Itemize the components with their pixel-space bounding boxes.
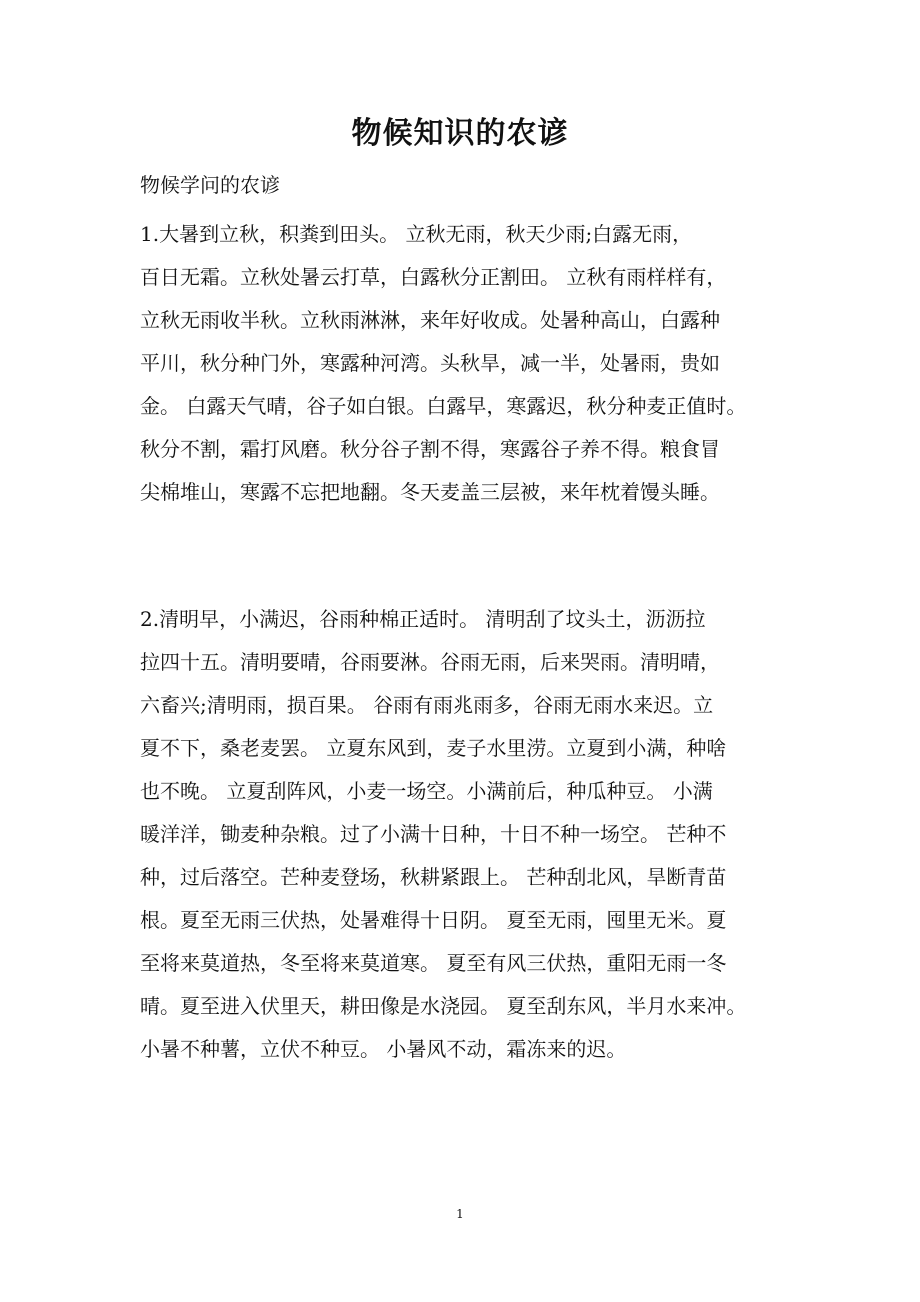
paragraph-line: 立秋无雨收半秋。立秋雨淋淋，来年好收成。处暑种高山，白露种: [140, 308, 720, 332]
paragraph-line: 根。夏至无雨三伏热，处暑难得十日阴。 夏至无雨，囤里无米。夏: [140, 908, 727, 932]
paragraph-line: 百日无霜。立秋处暑云打草，白露秋分正割田。 立秋有雨样样有，: [140, 265, 727, 289]
paragraph-line: 尖棉堆山，寒露不忘把地翻。冬天麦盖三层被，来年枕着馒头睡。: [140, 480, 720, 504]
paragraph-line: 六畜兴;清明雨，损百果。 谷雨有雨兆雨多，谷雨无雨水来迟。立: [140, 693, 714, 717]
page-number: 1: [456, 1207, 464, 1221]
paragraph-line: 至将来莫道热，冬至将来莫道寒。 夏至有风三伏热，重阳无雨一冬: [140, 951, 727, 975]
document-subtitle: 物候学问的农谚: [140, 173, 280, 197]
paragraph-line: 秋分不割，霜打风磨。秋分谷子割不得，寒露谷子养不得。粮食冒: [140, 437, 720, 461]
document-title: 物候知识的农谚: [351, 116, 569, 151]
paragraph-line: 拉四十五。清明要晴，谷雨要淋。谷雨无雨，后来哭雨。清明晴，: [140, 650, 720, 674]
paragraph-line: 也不晚。 立夏刮阵风，小麦一场空。小满前后，种瓜种豆。 小满: [140, 779, 713, 803]
paragraph-line: 金。 白露天气晴，谷子如白银。白露早，寒露迟，秋分种麦正值时。: [140, 394, 747, 418]
paragraph-line: 晴。夏至进入伏里天，耕田像是水浇园。 夏至刮东风，半月水来冲。: [140, 994, 747, 1018]
paragraph-line: 1.大暑到立秋，积粪到田头。 立秋无雨，秋天少雨;白露无雨，: [140, 222, 693, 246]
paragraph-line: 暖洋洋，锄麦种杂粮。过了小满十日种，十日不种一场空。 芒种不: [140, 822, 727, 846]
paragraph-line: 平川，秋分种门外，寒露种河湾。头秋旱，减一半，处暑雨，贵如: [140, 351, 720, 375]
paragraph-line: 种，过后落空。芒种麦登场，秋耕紧跟上。 芒种刮北风，旱断青苗: [140, 865, 727, 889]
paragraph-1: [140, 213, 790, 514]
paragraph-2: [140, 598, 790, 1071]
paragraph-line: 小暑不种薯，立伏不种豆。 小暑风不动，霜冻来的迟。: [140, 1037, 627, 1061]
paragraph-line: 2.清明早，小满迟，谷雨种棉正适时。 清明刮了坟头土，沥沥拉: [140, 607, 706, 631]
paragraph-line: 夏不下，桑老麦罢。 立夏东风到，麦子水里涝。立夏到小满，种啥: [140, 736, 727, 760]
